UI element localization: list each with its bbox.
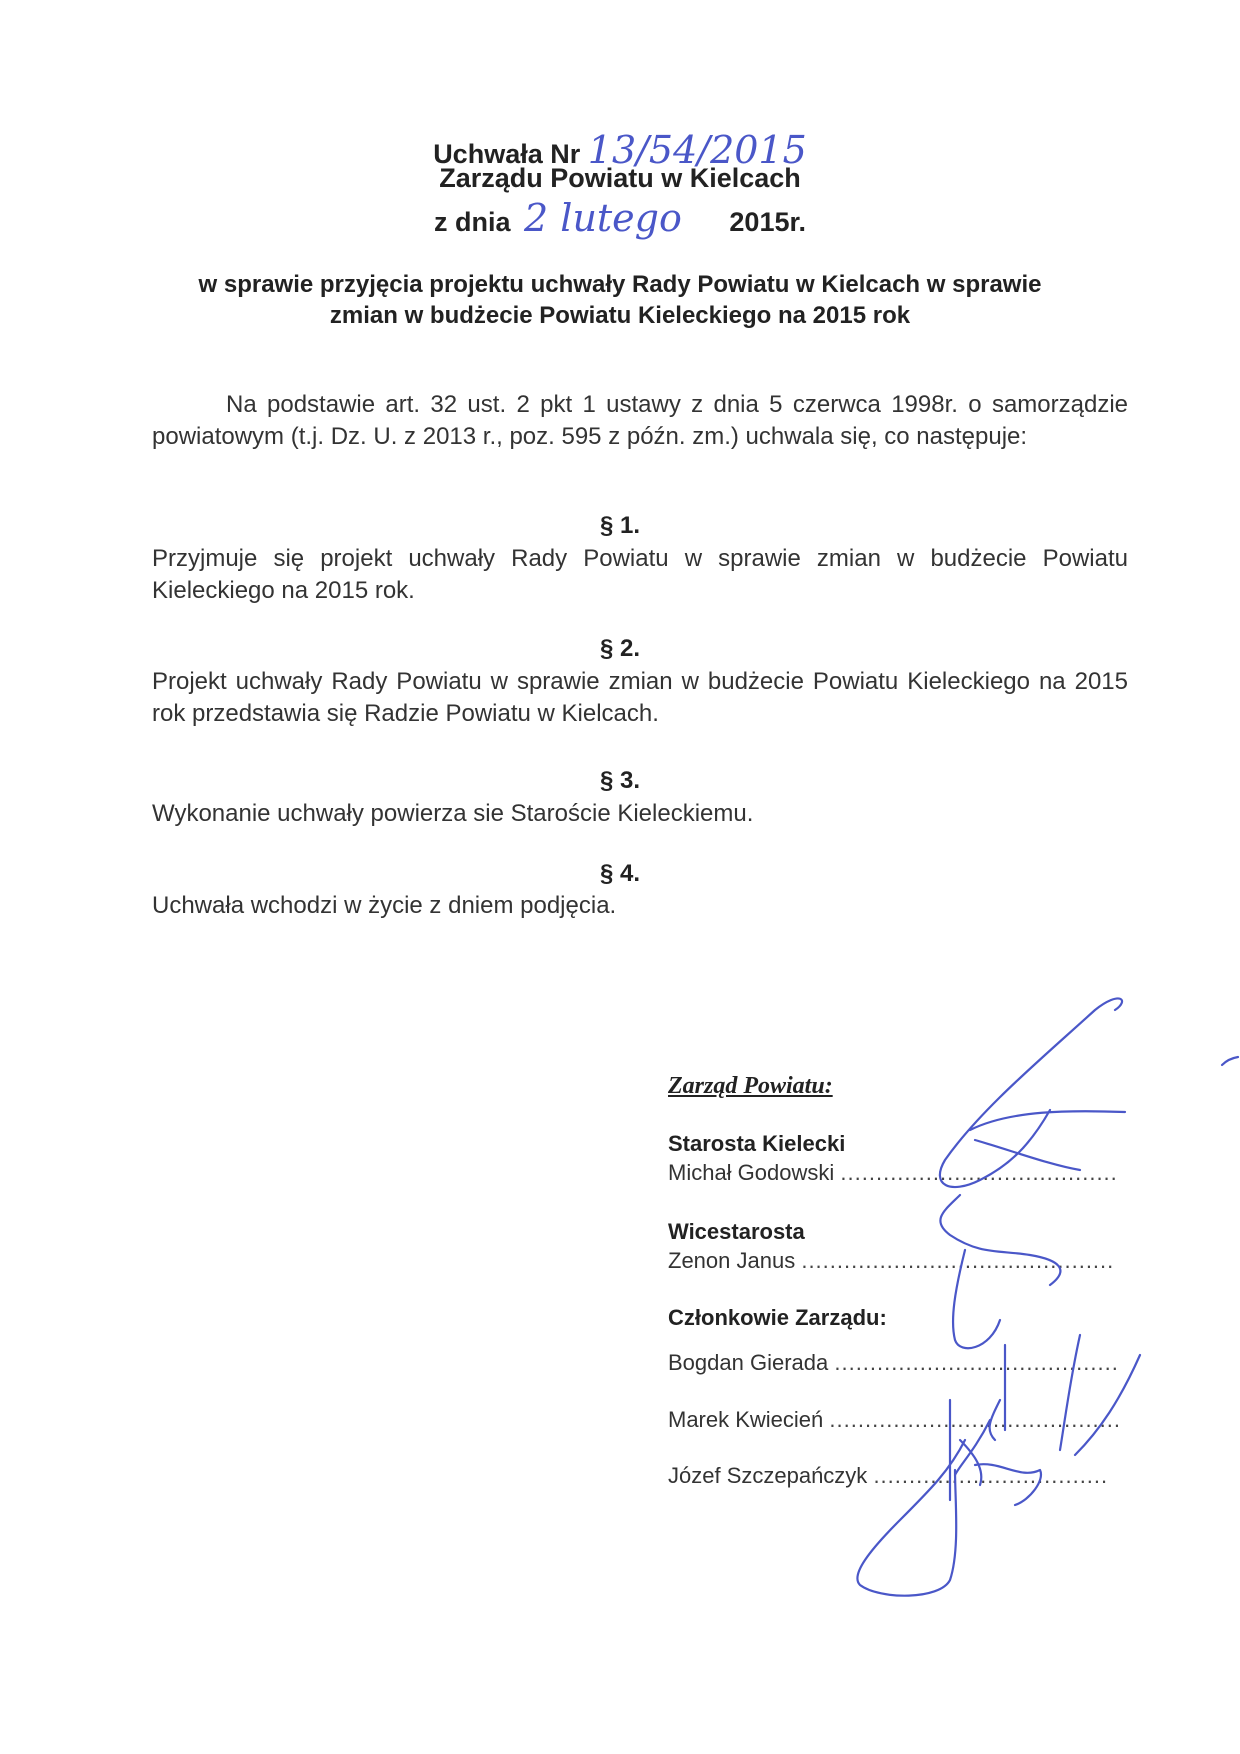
dotted-line: .......................................	[840, 1160, 1118, 1185]
board-name: Zarządu Powiatu w Kielcach	[439, 163, 801, 193]
subject-line-2: zmian w budżecie Powiatu Kieleckiego na 2015 rok	[329, 302, 911, 329]
dotted-line: .................................	[873, 1463, 1109, 1488]
paragraph-3-mark: § 3.	[599, 767, 641, 794]
date-label: z dnia	[434, 207, 511, 237]
starosta-name: Michał Godowski	[668, 1160, 835, 1185]
date-year: 2015r.	[729, 207, 806, 237]
members-role: Członkowie Zarządu:	[668, 1305, 887, 1330]
paragraph-3-text: Wykonanie uchwały powierza sie Staroście Kieleckiemu.	[152, 800, 754, 827]
resolution-number-label: Uchwała Nr	[433, 139, 581, 169]
wicestarosta-signature-line	[668, 1248, 1128, 1274]
handwritten-resolution-number: 13/54/2015	[587, 128, 807, 172]
preamble: Na podstawie art. 32 ust. 2 pkt 1 ustawy z dnia 5 czerwca 1998r. o samorządzie powiatowym (t.j. Dz. U. z 2013 r., poz. 595 z późn. zm.) uchwala się, co następuje:	[152, 391, 1128, 450]
dotted-line: ............................................	[801, 1248, 1115, 1273]
stray-ink-mark	[1222, 1057, 1238, 1065]
starosta-role: Starosta Kielecki	[668, 1131, 846, 1156]
paragraph-2-mark: § 2.	[599, 635, 641, 662]
member-2-name: Marek Kwiecień	[668, 1407, 824, 1432]
paragraph-2-text: Projekt uchwały Rady Powiatu w sprawie zmian w budżecie Powiatu Kieleckiego na 2015 rok przedstawia się Radzie Powiatu w Kielcach.	[152, 668, 1128, 727]
paragraph-4-mark: § 4.	[599, 860, 641, 887]
member-3-name: Józef Szczepańczyk	[668, 1463, 868, 1488]
paragraph-1-text: Przyjmuje się projekt uchwały Rady Powiatu w sprawie zmian w budżecie Powiatu Kieleckiego na 2015 rok.	[152, 545, 1128, 604]
signature-heading	[668, 1073, 1128, 1100]
member-3-signature-line	[668, 1463, 1128, 1489]
paragraph-1-mark: § 1.	[599, 512, 641, 539]
member-1-name: Bogdan Gierada	[668, 1350, 829, 1375]
board-heading: Zarząd Powiatu:	[668, 1073, 833, 1099]
member-1-signature-line	[668, 1350, 1128, 1376]
wicestarosta-role: Wicestarosta	[668, 1219, 805, 1244]
paragraph-4-text: Uchwała wchodzi w życie z dniem podjęcia.	[152, 892, 617, 919]
member-2-signature-line	[668, 1407, 1128, 1433]
dotted-line: .........................................	[829, 1407, 1122, 1432]
date-line	[0, 196, 1240, 240]
wicestarosta-name: Zenon Janus	[668, 1248, 796, 1273]
starosta-signature-line	[668, 1160, 1128, 1186]
subject-line-1: w sprawie przyjęcia projektu uchwały Rady Powiatu w Kielcach w sprawie	[198, 271, 1042, 298]
dotted-line: ........................................	[834, 1350, 1119, 1375]
handwritten-date: 2 lutego	[524, 196, 682, 240]
